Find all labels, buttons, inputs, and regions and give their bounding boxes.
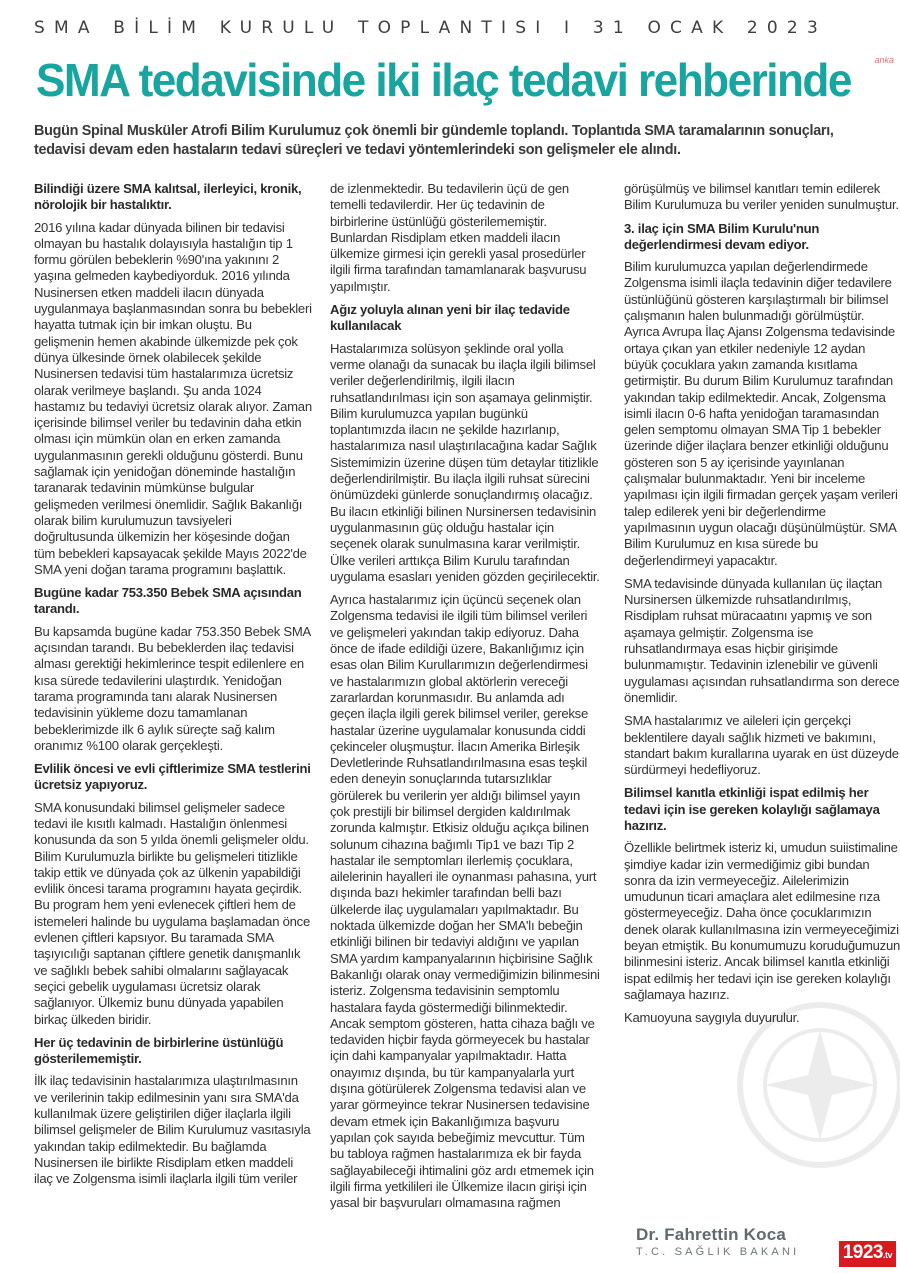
paragraph: de izlenmektedir. Bu tedavilerin üçü de gen temelli tedavilerdir. Her üç tedavinin de birbirlerine üstünlüğü gösterilememiştir. Bunlardan Risdiplam etken maddeli ilacın ülkemize girmesi için gerekli yasal prosedürler ilgili firma tarafından tamamlanarak başvurusu yapılmıştır. <box>330 181 587 294</box>
paragraph: Özellikle belirtmek isteriz ki, umudun suiistimaline şimdiye kadar izin vermediğimiz gibi bundan sonra da izin vermeyeceğiz. Ailelerimizin umudunun ticari amaçlara alet edilmesine rıza göstermeyeceğiz. Daha önce çocuklarımızın denek olarak kullanılmasına izin vermeyeceğimizi beyan etmiştik. Bu konumumuzu koruduğumuzun bilinmesini isteriz. Ancak bilimsel kanıtla etkinliği ispat edilmiş her tedavi için ise gereken kolaylığı sağlamaya hazırız. <box>624 840 900 1002</box>
column-3 <box>624 181 900 1034</box>
subheading: Her üç tedavinin de birbirlerine üstünlüğü gösterilememiştir. <box>34 1034 284 1067</box>
subheading: Bilimsel kanıtla etkinliği ispat edilmiş her tedavi için ise gereken kolaylığı sağlamaya hazırız. <box>624 785 880 833</box>
kicker: SMA BİLİM KURULU TOPLANTISI I 31 OCAK 2023 <box>34 18 827 38</box>
signer-title: T.C. SAĞLIK BAKANI <box>636 1246 800 1258</box>
ministry-emblem-icon <box>720 985 900 1185</box>
paragraph: SMA hastalarımız ve aileleri için gerçekçi beklentilere dayalı sağlık hizmeti ve bakımını, standart bakım kurallarına uyarak en üst düzeyde sürdürmeyi hedefliyoruz. <box>624 713 899 778</box>
subheading: Evlilik öncesi ve evli çiftlerimize SMA testlerini ücretsiz yapıyoruz. <box>34 761 311 793</box>
paragraph: Ayrıca hastalarımız için üçüncü seçenek olan Zolgensma tedavisi ile ilgili tüm bilimsel verileri ve gelişmeleri yakından takip ediyoruz. Daha önce de ifade edildiği üzere, Bakanlığımız için esas olan Bilim Kurullarımızın değerlendirmesi ve hastalarımızın global aktörlerin vereceği zararlardan korunmasıdır. Bu anlamda adı geçen ilaçla ilgili gerek bilimsel veriler, gerekse hastalar üzerine uygulamalar konusunda ciddi çekinceler oluşmuştur. İlacın Amerika Birleşik Devletlerinde Ruhsatlandırılmasına esas teşkil eden deneyin sonuçlarında tutarsızlıklar görülerek bu verilerin yer aldığı bilimsel yayın çok prestijli bir bilimsel dergiden kaldırılmak zorunda kalmıştır. Etkisiz olduğu açıkça bilinen solunum cihazına bağımlı Tip1 ve bazı Tip 2 hastalar ile semptomları ilerlemiş çocuklara, ailelerinin hayalleri ile oynanması pahasına, yurt dışında bazı hekimler tarafından belli bazı ülkelerde ilaç uygulamaları yapılmaktadır. Bu noktada ülkemizde doğan her SMA'lı bebeğin etkinliği bilinen bir tedaviyi aldığını ve yapılan SMA yardım kampanyalarının hiçbirisine Sağlık Bakanlığı olarak onay vermediğimizin bilinmesini isteriz. Zolgensma tedavisinin semptomlu hastalara fayda göstermediği bilinmektedir. Ancak semptom gösteren, hatta cihaza bağlı ve tedaviden hiçbir fayda görmeyecek bu hastalar için dahi kampanyalar yapılmaktadır. Hatta onayımız dışında, bu tür kampanyalarla yurt dışına götürülerek Zolgensma tedavisi alan ve yarar görmeyince tekrar Nusinersen tedavisine devam etmek için Bakanlığımıza başvuru yapılan çok sayıda bebeğimiz mevcuttur. Tüm bu tabloya rağmen hastalarımıza ek bir fayda sağlayabileceği ihtimalini göz ardı etmemek için ilgili firma yetkilileri ile Ülkemize ilacın girişi için yasal bir başvuruları olmamasına rağmen <box>330 592 600 1211</box>
subheading: Bilindiği üzere SMA kalıtsal, ilerleyici, kronik, nörolojik bir hastalıktır. <box>34 181 302 213</box>
source-tag: anka <box>874 55 894 65</box>
subheading: Ağız yoluyla alınan yeni bir ilaç tedavide kullanılacak <box>330 302 570 334</box>
lead-paragraph: Bugün Spinal Musküler Atrofi Bilim Kurulumuz çok önemli bir gündemle toplandı. Toplantıda SMA taramalarının sonuçları, tedavisi devam eden hastaların tedavi süreçleri ve tedavi yöntemlerindeki son gelişmeler ele alındı. <box>34 123 834 158</box>
subheading: Bugüne kadar 753.350 Bebek SMA açısından tarandı. <box>34 585 302 617</box>
logo-brand: 1923 <box>842 1242 883 1263</box>
channel-logo <box>839 1241 896 1267</box>
paragraph: görüşülmüş ve bilimsel kanıtları temin edilerek Bilim Kurulumuza bu veriler yeniden sunulmuştur. <box>624 181 899 213</box>
paragraph: SMA tedavisinde dünyada kullanılan üç ilaçtan Nursinersen ülkemizde ruhsatlandırılmış, Risdiplam ruhsat müracaatını yapmış ve son aşamaya gelmiştir. Zolgensma ise ruhsatlandırmaya esas hiçbir girişimde bulunmamıştır. Tedavinin izlenebilir ve güvenli uygulaması açısından ruhsatlandırma son derece önemlidir. <box>624 575 900 705</box>
column-2 <box>330 181 600 1218</box>
headline: SMA tedavisinde iki ilaç tedavi rehberinde <box>36 54 851 106</box>
paragraph: Bu kapsamda bugüne kadar 753.350 Bebek SMA açısından tarandı. Bu bebeklerden ilaç tedavisi alması gerektiği hekimlerince tespit edilenlere en kısa sürede tedavilerini ulaştırdık. Yenidoğan tarama programında tanı alarak Nusinersen tedavisinin yükleme dozu tamamlanan bebeklerimizde ilk 6 aylık süreçte sağ kalım oranımız %100 olarak gerçekleşti. <box>34 623 311 753</box>
subheading: 3. ilaç için SMA Bilim Kurulu'nun değerlendirmesi devam ediyor. <box>624 220 820 252</box>
column-1 <box>34 181 312 1195</box>
paragraph: Hastalarımıza solüsyon şeklinde oral yolla verme olanağı da sunacak bu ilaçla ilgili bilimsel veriler değerlendirilmiş, ilgili ilacın ruhsatlandırılması için son aşamaya gelinmiştir. Bilim kurulumuzca yapılan bugünkü toplantımızda ilacın ne şekilde hazırlanıp, hastalarımıza nasıl ulaştırılacağına kadar Sağlık Sistemimizin üzerine düşen tüm detaylar titizlikle değerlendirilmiştir. Bu ilaçla ilgili ruhsat sürecini önümüzdeki günlerde sonuçlandırmış olacağız. Bu ilacın etkinliği bilinen Nursinersen tedavisinin uygulanmasının güç olduğu hastalar için seçenek olarak sunulmasına karar verilmiştir. Ülke verileri arttıkça Bilim Kurulu tarafından uygulama esasları yeniden gözden geçirilecektir. <box>330 340 600 584</box>
signature-block <box>636 1225 799 1258</box>
paragraph: İlk ilaç tedavisinin hastalarımıza ulaştırılmasının ve verilerinin takip edilmesinin yanı sıra SMA'da kullanılmak üzere geliştirilen diğer ilaçlarla ilgili bilimsel gelişmeler de Bilim Kurulumuz vasıtasıyla yakından takip edilmektedir. Bu bağlamda Nusinersen ile birlikte Risdiplam etken maddeli ilaç ve Zolgensma isimli ilaçlarla ilgili tüm veriler <box>34 1073 311 1187</box>
signer-name: Dr. Fahrettin Koca <box>636 1225 787 1244</box>
logo-suffix: .tv <box>882 1250 892 1260</box>
paragraph: SMA konusundaki bilimsel gelişmeler sadece tedavi ile kısıtlı kalmadı. Hastalığın önlenmesi konusunda da son 5 yılda önemli gelişmeler oldu. Bilim Kurulumuzla birlikte bu gelişmeleri titizlikle takip ettik ve dünyada çok az ülkenin yapabildiği evlilik öncesi tarama programını hayata geçirdik. Bu program hem yeni evlenecek çiftleri hem de istemeleri halinde bu uygulama başlamadan önce evlenen çiftleri kapsıyor. Bu taramada SMA taşıyıcılığı saptanan çiftlere genetik danışmanlık ve sağlıklı bebek sahibi olmalarını sağlayacak seçici gebelik uygulaması ücretsiz olarak sağlanıyor. Ülkemiz bunu dünyada yapabilen birkaç ülkeden biridir. <box>34 799 311 1027</box>
closing-line: Kamuoyuna saygıyla duyurulur. <box>624 1010 800 1026</box>
paragraph: 2016 yılına kadar dünyada bilinen bir tedavisi olmayan bu hastalık dolayısıyla hastalığın tip 1 formu görülen bebeklerin %90'ına yakınını 2 yaşına gelmeden kaybediyorduk. 2016 yılında Nusinersen etken maddeli ilacın dünyada uygulanmaya başlanmasından sonra bu bebekleri hayatta tutmak için bir imkan oluştu. Bu gelişmenin hemen akabinde ülkemizde pek çok dünya ülkesinde örnek olabilecek şekilde Nusinersen tedavisi tüm hastalarımıza ücretsiz olarak verilmeye başlandı. Şu anda 1024 hastamız bu tedaviyi ücretsiz olarak alıyor. Zaman içerisinde bilimsel veriler bu tedavinin daha etkin olması için mümkün olan en erken zamanda uygulanmasının gerekli olduğunu gösterdi. Bunu sağlamak için yenidoğan döneminde hastalığın taranarak tedavinin mümkünse bulgular gelişmeden verilmesi önemlidir. Sağlık Bakanlığı olarak bilim kurulumuzun tavsiyeleri doğrultusunda ülkemizin her köşesinde doğan tüm bebekleri kapsayacak şekilde Mayıs 2022'de SMA yeni doğan tarama programını başlattık. <box>34 219 312 577</box>
paragraph: Bilim kurulumuzca yapılan değerlendirmede Zolgensma isimli ilaçla tedavinin diğer tedavilere üstünlüğünü gösteren karşılaştırmalı bir bilimsel çalışmanın halen bulunmadığı görülmüştür. Ayrıca Avrupa İlaç Ajansı Zolgensma tedavisinde ortaya çıkan yan etkiler nedeniyle 12 aydan büyük çocuklara yakın zamanda kısıtlama getirmiştir. Bu durum Bilim Kurulumuz tarafından yakından takip edilmektedir. Ancak, Zolgensma isimli ilacın 0-6 hafta yenidoğan taramasından gelen semptomu olmayan SMA Tip 1 bebekler üzerinde diğer ilaçlara benzer etkinliği olduğunu gösteren son 5 ay içerisinde yayınlanan çalışmalar bulunmaktadır. Yeni bir inceleme yapılması için ilgili firmadan gerçek yaşam verileri talep edilerek yeni bir değerlendirme yapılmasının uygun olacağı düşünülmüştür. SMA Bilim Kurulumuz en kısa sürede bu değerlendirmeyi yapacaktır. <box>624 259 898 568</box>
